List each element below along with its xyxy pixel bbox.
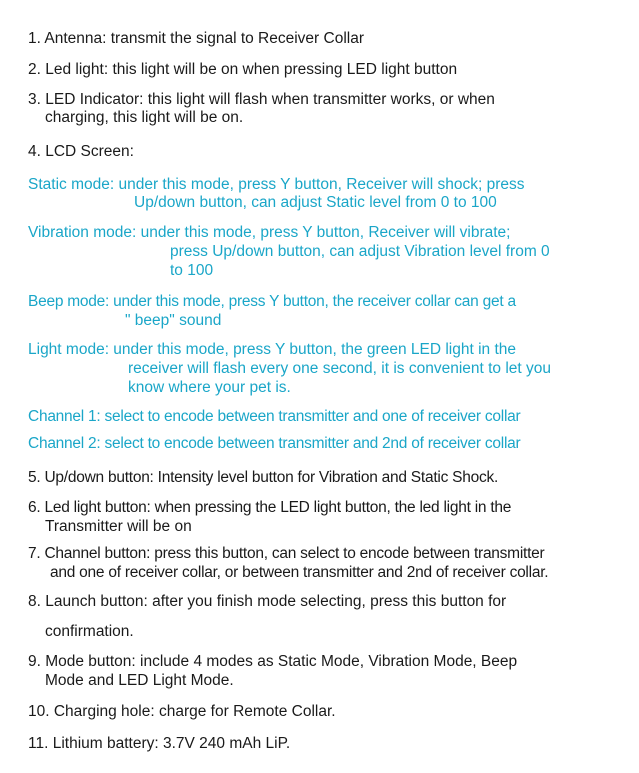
channel-1-line: Channel 1: select to encode between transmitter and one of receiver collar <box>28 408 521 425</box>
item-charging-hole: 10. Charging hole: charge for Remote Collar. <box>28 703 336 720</box>
channel-2-line: Channel 2: select to encode between transmitter and 2nd of receiver collar <box>28 435 521 452</box>
item-led-button-line2: Transmitter will be on <box>45 518 192 535</box>
item-mode-button-line2: Mode and LED Light Mode. <box>45 672 234 689</box>
item-led-indicator-line2: charging, this light will be on. <box>45 109 244 126</box>
item-led-button-line1: 6. Led light button: when pressing the LED light button, the led light in the <box>28 499 512 516</box>
light-mode-line1: Light mode: under this mode, press Y button, the green LED light in the <box>28 341 516 358</box>
item-launch-button-line1: 8. Launch button: after you finish mode selecting, press this button for <box>28 593 507 610</box>
beep-mode-line1: Beep mode: under this mode, press Y button, the receiver collar can get a <box>28 293 516 310</box>
light-mode-line2: receiver will flash every one second, it is convenient to let you <box>128 360 552 377</box>
item-mode-button-line1: 9. Mode button: include 4 modes as Static Mode, Vibration Mode, Beep <box>28 653 518 670</box>
item-led-indicator-line1: 3. LED Indicator: this light will flash when transmitter works, or when <box>28 91 495 108</box>
item-channel-button-line2: and one of receiver collar, or between transmitter and 2nd of receiver collar. <box>50 564 549 581</box>
item-channel-button-line1: 7. Channel button: press this button, can select to encode between transmitter <box>28 545 545 562</box>
light-mode-line3: know where your pet is. <box>128 379 291 396</box>
item-lcd-screen: 4. LCD Screen: <box>28 143 134 160</box>
static-mode-line2: Up/down button, can adjust Static level from 0 to 100 <box>134 194 497 211</box>
item-led-light: 2. Led light: this light will be on when pressing LED light button <box>28 61 458 78</box>
static-mode-line1: Static mode: under this mode, press Y button, Receiver will shock; press <box>28 176 525 193</box>
vibration-mode-line3: to 100 <box>170 262 214 279</box>
beep-mode-line2: " beep" sound <box>125 312 222 329</box>
item-updown-button: 5. Up/down button: Intensity level button for Vibration and Static Shock. <box>28 469 499 486</box>
vibration-mode-line2: press Up/down button, can adjust Vibration level from 0 <box>170 243 550 260</box>
vibration-mode-line1: Vibration mode: under this mode, press Y button, Receiver will vibrate; <box>28 224 511 241</box>
item-launch-button-line2: confirmation. <box>45 623 134 640</box>
item-lithium-battery: 11. Lithium battery: 3.7V 240 mAh LiP. <box>28 735 291 752</box>
item-antenna: 1. Antenna: transmit the signal to Receiver Collar <box>28 30 365 47</box>
